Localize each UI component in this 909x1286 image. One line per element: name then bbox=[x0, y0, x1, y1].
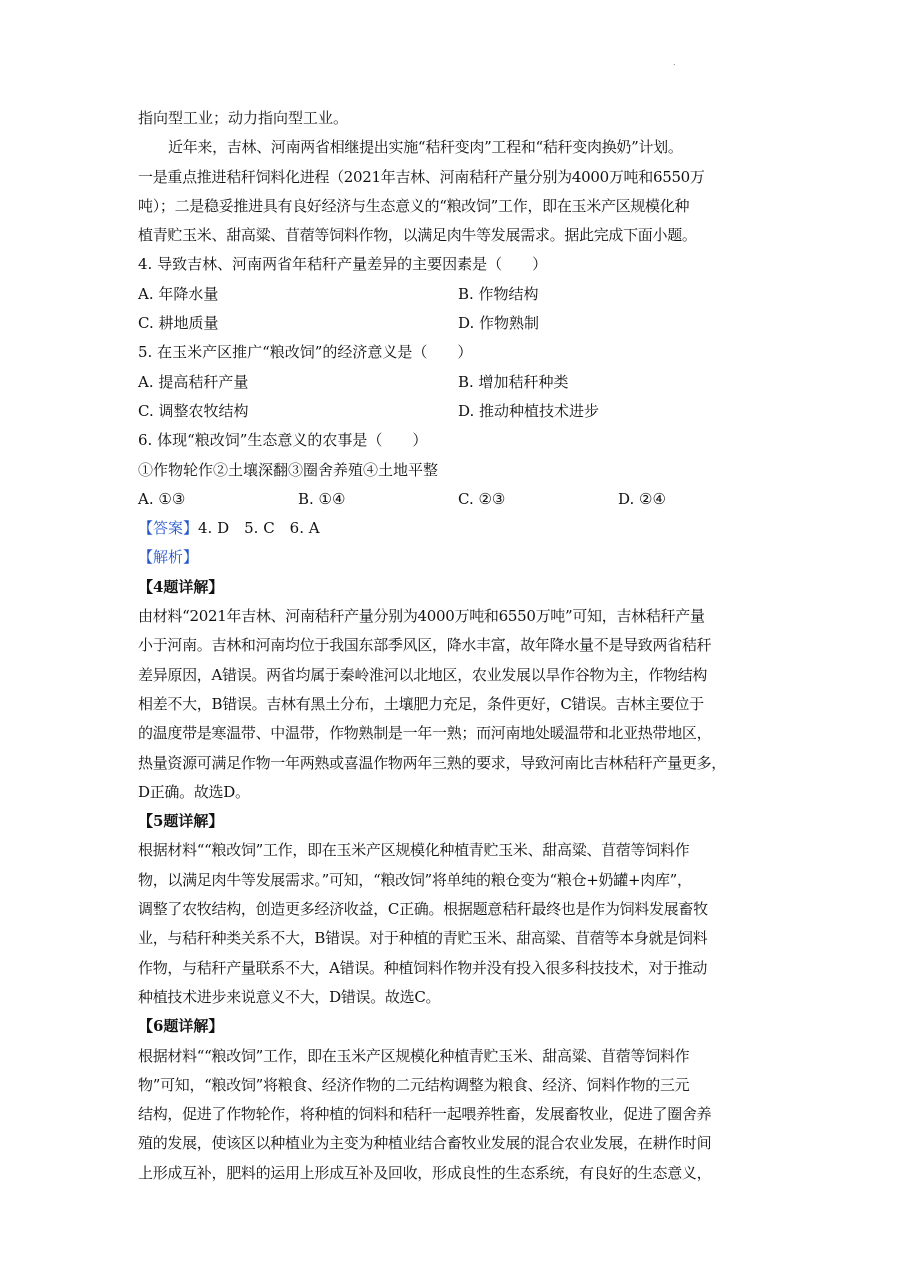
analysis-tag: 【解析】 bbox=[138, 548, 199, 567]
detail-4-line: 小于河南。吉林和河南均位于我国东部季风区，降水丰富，故年降水量不是导致两省秸秆 bbox=[138, 636, 712, 655]
question-4-option-a[interactable]: A. 年降水量 bbox=[138, 284, 219, 303]
intro-para-line: 吨）；二是稳妥推进具有良好经济与生态意义的“粮改饲”工作，即在玉米产区规模化种 bbox=[138, 196, 690, 215]
detail-4-line: 由材料“2021年吉林、河南秸秆产量分别为4000万吨和6550万吨”可知，吉林秸秆产量 bbox=[138, 607, 705, 626]
question-6-option-d[interactable]: D. ②④ bbox=[618, 489, 666, 508]
question-6-option-a[interactable]: A. ①③ bbox=[138, 489, 186, 508]
question-4-option-d[interactable]: D. 作物熟制 bbox=[458, 314, 540, 333]
detail-4-line: 差异原因，A错误。两省均属于秦岭淮河以北地区，农业发展以旱作谷物为主，作物结构 bbox=[138, 665, 708, 684]
header-dot: . bbox=[673, 58, 676, 67]
question-4-options-row bbox=[138, 280, 778, 309]
document-page bbox=[138, 104, 778, 1188]
question-5-option-a[interactable]: A. 提高秸秆产量 bbox=[138, 372, 249, 391]
detail-5-line: 根据材料““粮改饲”工作，即在玉米产区规模化种植青贮玉米、甜高粱、苜蓿等饲料作 bbox=[138, 841, 690, 860]
detail-6-line: 结构，促进了作物轮作，将种植的饲料和秸秆一起喂养牲畜，发展畜牧业，促进了圈舍养 bbox=[138, 1105, 712, 1124]
detail-6-line: 上形成互补，肥料的运用上形成互补及回收，形成良性的生态系统，有良好的生态意义， bbox=[138, 1163, 712, 1182]
question-5-options-row bbox=[138, 397, 778, 426]
question-6-options-row bbox=[138, 485, 778, 514]
question-5-options-row bbox=[138, 368, 778, 397]
detail-4-title: 【4题详解】 bbox=[138, 577, 224, 596]
detail-6-line: 根据材料““粮改饲”工作，即在玉米产区规模化种植青贮玉米、甜高粱、苜蓿等饲料作 bbox=[138, 1046, 690, 1065]
intro-para-line: 植青贮玉米、甜高粱、苜蓿等饲料作物，以满足肉牛等发展需求。据此完成下面小题。 bbox=[138, 226, 697, 245]
answer-text: 4. D 5. C 6. A bbox=[198, 519, 320, 538]
detail-4-line: 热量资源可满足作物一年两熟或喜温作物两年三熟的要求，导致河南比吉林秸秆产量更多， bbox=[138, 753, 727, 772]
detail-6-line: 殖的发展，使该区以种植业为主变为种植业结合畜牧业发展的混合农业发展，在耕作时间 bbox=[138, 1134, 712, 1153]
question-6-option-c[interactable]: C. ②③ bbox=[458, 489, 506, 508]
question-4-stem: 4. 导致吉林、河南两省年秸秆产量差异的主要因素是（ ） bbox=[138, 255, 548, 274]
intro-para-line: 近年来，吉林、河南两省相继提出实施“秸秆变肉”工程和“秸秆变肉换奶”计划。 bbox=[168, 138, 683, 157]
intro-para-line: 一是重点推进秸秆饲料化进程（2021年吉林、河南秸秆产量分别为4000万吨和6550万 bbox=[138, 167, 705, 186]
detail-5-title: 【5题详解】 bbox=[138, 812, 224, 831]
question-4-option-c[interactable]: C. 耕地质量 bbox=[138, 314, 219, 333]
question-5-option-b[interactable]: B. 增加秸秆种类 bbox=[458, 372, 569, 391]
intro-line-0: 指向型工业；动力指向型工业。 bbox=[138, 109, 349, 127]
detail-5-line: 调整了农牧结构，创造更多经济收益，C正确。根据题意秸秆最终也是作为饲料发展畜牧 bbox=[138, 900, 708, 919]
question-4-options-row bbox=[138, 309, 778, 338]
question-6-option-b[interactable]: B. ①④ bbox=[298, 489, 346, 508]
detail-4-line: 的温度带是寒温带、中温带，作物熟制是一年一熟；而河南地处暖温带和北亚热带地区， bbox=[138, 724, 712, 743]
answer-tag: 【答案】 bbox=[138, 519, 199, 538]
detail-5-line: 业，与秸秆种类关系不大，B错误。对于种植的青贮玉米、甜高粱、苜蓿等本身就是饲料 bbox=[138, 929, 708, 948]
question-4-option-b[interactable]: B. 作物结构 bbox=[458, 284, 539, 303]
detail-6-title: 【6题详解】 bbox=[138, 1017, 224, 1036]
question-6-items: ①作物轮作②土壤深翻③圈舍养殖④土地平整 bbox=[138, 460, 439, 479]
detail-5-line: 种植技术进步来说意义不大，D错误。故选C。 bbox=[138, 987, 441, 1006]
detail-5-line: 物，以满足肉牛等发展需求。”可知，“粮改饲”将单纯的粮仓变为“粮仓+奶罐+肉库”， bbox=[138, 870, 692, 889]
question-5-option-d[interactable]: D. 推动种植技术进步 bbox=[458, 401, 600, 420]
detail-4-line: D正确。故选D。 bbox=[138, 782, 250, 801]
detail-5-line: 作物，与秸秆产量联系不大，A错误。种植饲料作物并没有投入很多科技技术，对于推动 bbox=[138, 958, 708, 977]
answer-line bbox=[138, 514, 778, 543]
detail-4-line: 相差不大，B错误。吉林有黑土分布，土壤肥力充足，条件更好，C错误。吉林主要位于 bbox=[138, 694, 704, 713]
question-5-stem: 5. 在玉米产区推广“粮改饲”的经济意义是（ ） bbox=[138, 343, 473, 362]
question-6-stem: 6. 体现“粮改饲”生态意义的农事是（ ） bbox=[138, 431, 428, 450]
detail-6-line: 物”可知，“粮改饲”将粮食、经济作物的二元结构调整为粮食、经济、饲料作物的三元 bbox=[138, 1075, 690, 1094]
question-5-option-c[interactable]: C. 调整农牧结构 bbox=[138, 401, 249, 420]
